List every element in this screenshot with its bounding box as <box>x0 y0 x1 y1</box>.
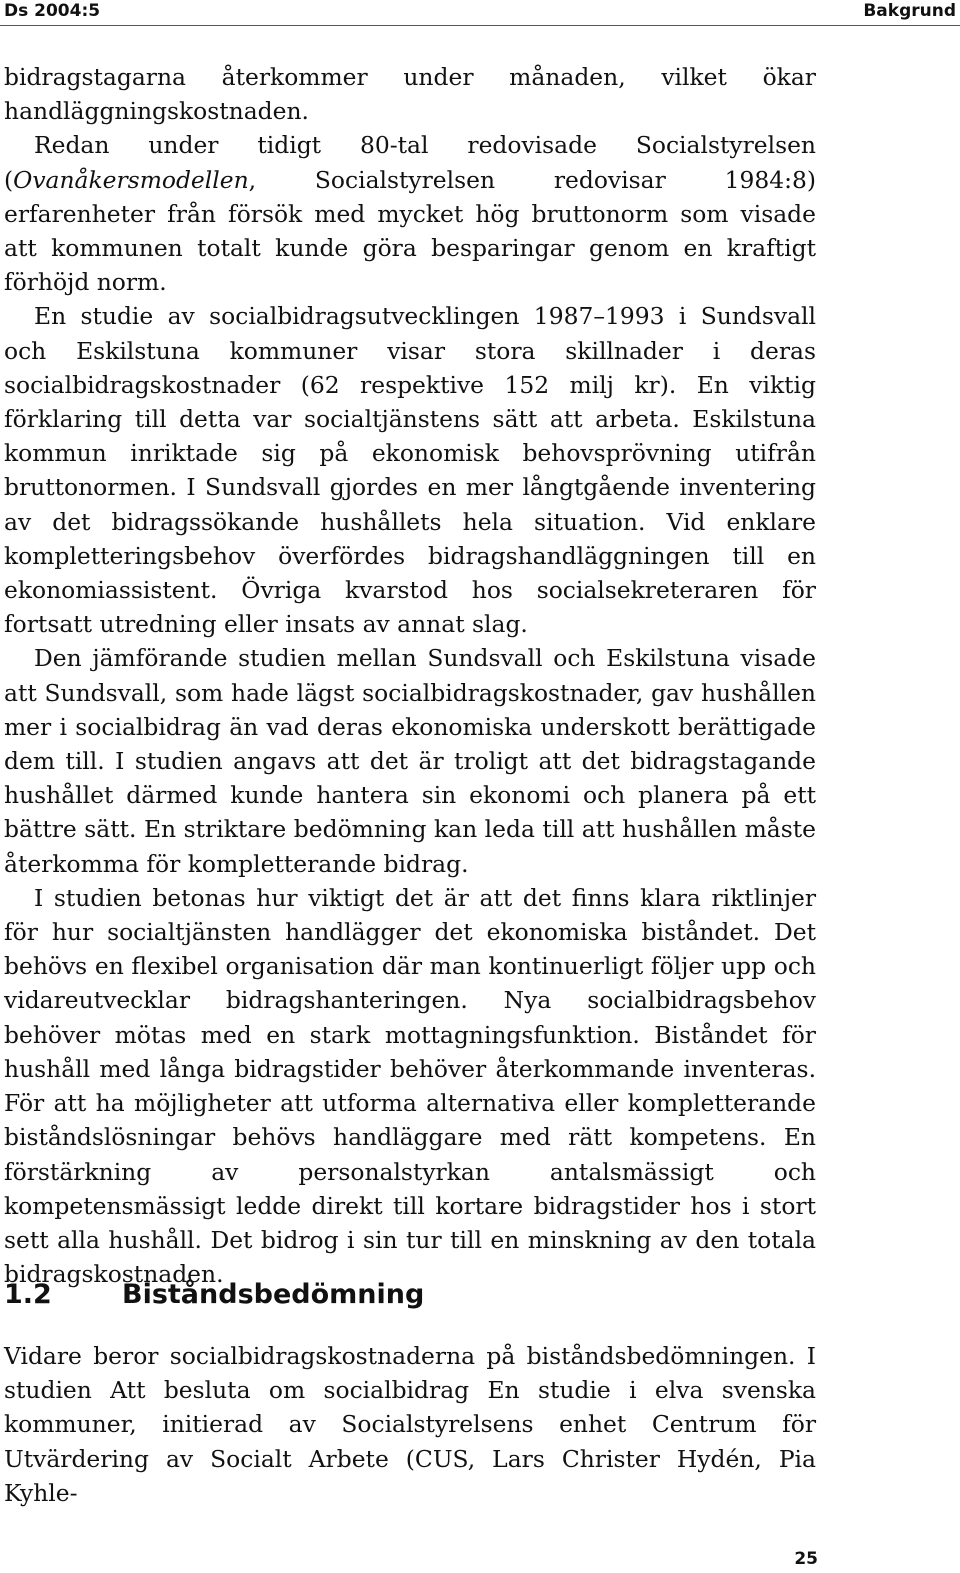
section-body <box>4 1339 816 1510</box>
header-rule <box>0 25 960 26</box>
italic-term: Ovanåkersmodellen <box>13 165 249 194</box>
body-text <box>4 60 816 1291</box>
paragraph-text: , Socialstyrelsen redovisar 1984:8) erfarenheter från försök med mycket hög bruttonorm som visade att kommunen totalt kunde göra besparingar genom en kraftigt förhöjd norm. <box>4 165 816 297</box>
section-heading <box>4 1276 424 1314</box>
paragraph: bidragstagarna återkommer under månaden, vilket ökar handläggningskostnaden. <box>4 63 816 126</box>
section-number: 1.2 <box>4 1279 52 1310</box>
paragraph: En studie av socialbidragsutvecklingen 1987–1993 i Sundsvall och Eskilstuna kommuner visar stora skillnader i deras socialbidragskostnader (62 respektive 152 milj kr). En viktig förklaring till detta var socialtjänstens sätt att arbeta. Eskilstuna kommun inriktade sig på ekonomisk behovsprövning utifrån bruttonormen. I Sundsvall gjordes en mer långtgående inventering av det bidragssökande hushållets hela situation. Vid enklare kompletteringsbehov överfördes bidragshandläggningen till en ekonomiassistent. Övriga kvarstod hos socialsekreteraren för fortsatt utredning eller insats av annat slag. <box>4 302 816 639</box>
section-title: Biståndsbedömning <box>122 1279 425 1310</box>
page-header <box>0 0 960 22</box>
paragraph: Vidare beror socialbidragskostnaderna på biståndsbedömningen. I studien Att besluta om socialbidrag En studie i elva svenska kommuner, initierad av Socialstyrelsens enhet Centrum för Utvärdering av Socialt Arbete (CUS, Lars Christer Hydén, Pia Kyhle- <box>4 1342 816 1507</box>
document-id: Ds 2004:5 <box>4 1 101 21</box>
paragraph: Den jämförande studien mellan Sundsvall och Eskilstuna visade att Sundsvall, som hade lägst socialbidragskostnader, gav hushållen mer i socialbidrag än vad deras ekonomiska underskott berättigade dem till. I studien angavs att det är troligt att det bidragstagande hushållet därmed kunde hantera sin ekonomi och planera på ett bättre sätt. En striktare bedömning kan leda till att hushållen måste återkomma för kompletterande bidrag. <box>4 644 816 878</box>
page-number: 25 <box>794 1549 818 1569</box>
chapter-name: Bakgrund <box>863 1 956 21</box>
paragraph-text: Redan under tidigt 80-tal redovisade Socialstyrelsen ( <box>4 131 816 194</box>
paragraph: I studien betonas hur viktigt det är att det finns klara riktlinjer för hur socialtjänsten handlägger det ekonomiska biståndet. Det behövs en flexibel organisation där man kontinuerligt följer upp och vidareutvecklar bidragshanteringen. Nya socialbidragsbehov behöver mötas med en stark mottagningsfunktion. Biståndet för hushåll med långa bidragstider behöver återkommande inventeras. För att ha möjligheter att utforma alternativa eller kompletterande biståndslösningar behövs handläggare med rätt kompetens. En förstärkning av personalstyrkan antalsmässigt och kompetensmässigt ledde direkt till kortare bidragstider hos i stort sett alla hushåll. Det bidrog i sin tur till en minskning av den totala bidragskostnaden. <box>4 883 816 1289</box>
paragraph <box>4 128 816 299</box>
